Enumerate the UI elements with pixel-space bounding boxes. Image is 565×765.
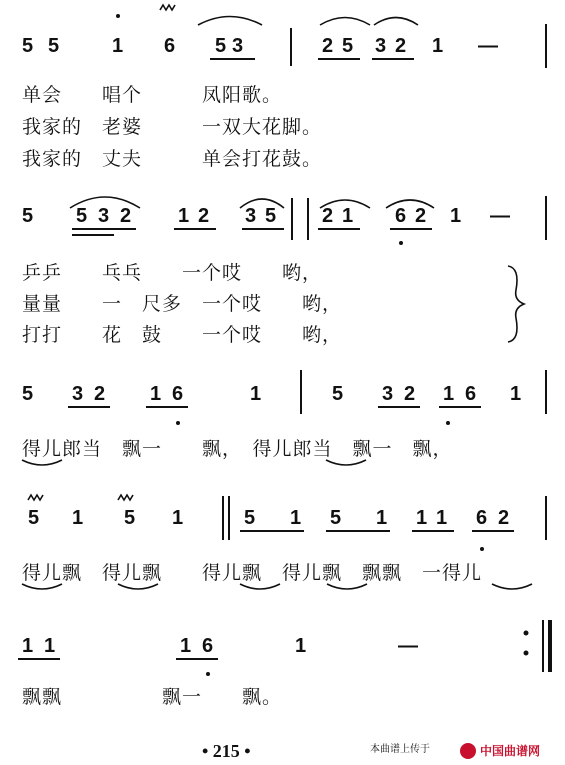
note: — [478, 35, 498, 57]
lyric-line: 单会 唱个 凤阳歌。 [22, 84, 283, 106]
slur [320, 18, 370, 26]
note: 5 [124, 507, 136, 529]
note: 1 [416, 507, 428, 529]
note: 1 [443, 383, 455, 405]
note: 5 [22, 205, 34, 227]
note: 1 [180, 635, 192, 657]
barline [222, 496, 224, 540]
slur [386, 200, 434, 208]
note: 5 [342, 35, 354, 57]
note: 3 [232, 35, 244, 57]
note: 6 [476, 507, 488, 529]
note: 1 [436, 507, 448, 529]
note: 1 [150, 383, 162, 405]
note: 2 [498, 507, 510, 529]
lyric-line: 得儿郎当 飘一 飘， 得儿郎当 飘一 飘， [22, 438, 453, 460]
note: 1 [112, 35, 124, 57]
lyric-line: 量量 一 尺多 一个哎 哟， [22, 293, 343, 315]
barline [307, 198, 309, 240]
slur [327, 584, 367, 589]
note: 2 [120, 205, 132, 227]
note: 1 [178, 205, 190, 227]
note: 5 [215, 35, 227, 57]
note: 5 [22, 35, 34, 57]
note: 5 [28, 507, 40, 529]
barline [290, 28, 292, 66]
note: — [398, 635, 418, 657]
note: — [490, 205, 510, 227]
page-number: • 215 • [202, 741, 251, 761]
lyric-line: 我家的 老婆 一双大花脚。 [22, 116, 323, 138]
slur [118, 584, 158, 589]
note: 5 [265, 205, 277, 227]
slur [326, 460, 366, 465]
note: 3 [245, 205, 257, 227]
note: 5 [330, 507, 342, 529]
note: 1 [44, 635, 56, 657]
barline [542, 620, 544, 672]
note: 2 [322, 205, 334, 227]
note: 2 [404, 383, 416, 405]
barline [545, 496, 547, 540]
note: 1 [22, 635, 34, 657]
note: 2 [198, 205, 210, 227]
note: 1 [342, 205, 354, 227]
note: 6 [465, 383, 477, 405]
note: 5 [332, 383, 344, 405]
note: 1 [432, 35, 444, 57]
lyric-line: 乒乒 乓乓 一个哎 哟， [22, 262, 323, 284]
note: 1 [510, 383, 522, 405]
note: 2 [94, 383, 106, 405]
barline [545, 196, 547, 240]
note: 5 [76, 205, 88, 227]
logo-text: 中国曲谱网 [480, 744, 541, 758]
note: 6 [164, 35, 176, 57]
barline [291, 198, 293, 240]
logo-icon [460, 743, 476, 759]
note: 1 [450, 205, 462, 227]
note: 2 [415, 205, 427, 227]
note: 5 [48, 35, 60, 57]
note: 1 [295, 635, 307, 657]
note: 2 [395, 35, 407, 57]
note: 3 [382, 383, 394, 405]
slur [198, 17, 262, 26]
note: 6 [202, 635, 214, 657]
note: 1 [172, 507, 184, 529]
slur [374, 18, 418, 26]
note: 3 [98, 205, 110, 227]
barline [545, 370, 547, 414]
note: 1 [376, 507, 388, 529]
note: 6 [395, 205, 407, 227]
note: 3 [375, 35, 387, 57]
lyric-line: 打打 花 鼓 一个哎 哟， [22, 324, 343, 346]
note: 5 [22, 383, 34, 405]
slur [492, 584, 532, 589]
barline [300, 370, 302, 414]
note: 6 [172, 383, 184, 405]
barline [545, 24, 547, 68]
note: 5 [244, 507, 256, 529]
note: 2 [322, 35, 334, 57]
site-logo[interactable] [460, 742, 560, 760]
lyric-line: 我家的 丈夫 单会打花鼓。 [22, 148, 323, 170]
lyric-line: 得儿飘 得儿飘 得儿飘 得儿飘 飘飘 一得儿 [22, 562, 483, 584]
ornament [160, 5, 175, 10]
ornament [28, 495, 43, 500]
note: 1 [72, 507, 84, 529]
source-note: 本曲谱上传于 [370, 744, 430, 755]
slur [22, 460, 62, 465]
barline [228, 496, 230, 540]
ornament [118, 495, 133, 500]
note: 1 [250, 383, 262, 405]
slur [22, 584, 62, 589]
barline-thick [548, 620, 552, 672]
lyric-line: 飘飘 飘一 飘。 [22, 686, 283, 708]
note: 1 [290, 507, 302, 529]
note: 3 [72, 383, 84, 405]
bracket [508, 266, 524, 342]
slur [240, 584, 280, 589]
